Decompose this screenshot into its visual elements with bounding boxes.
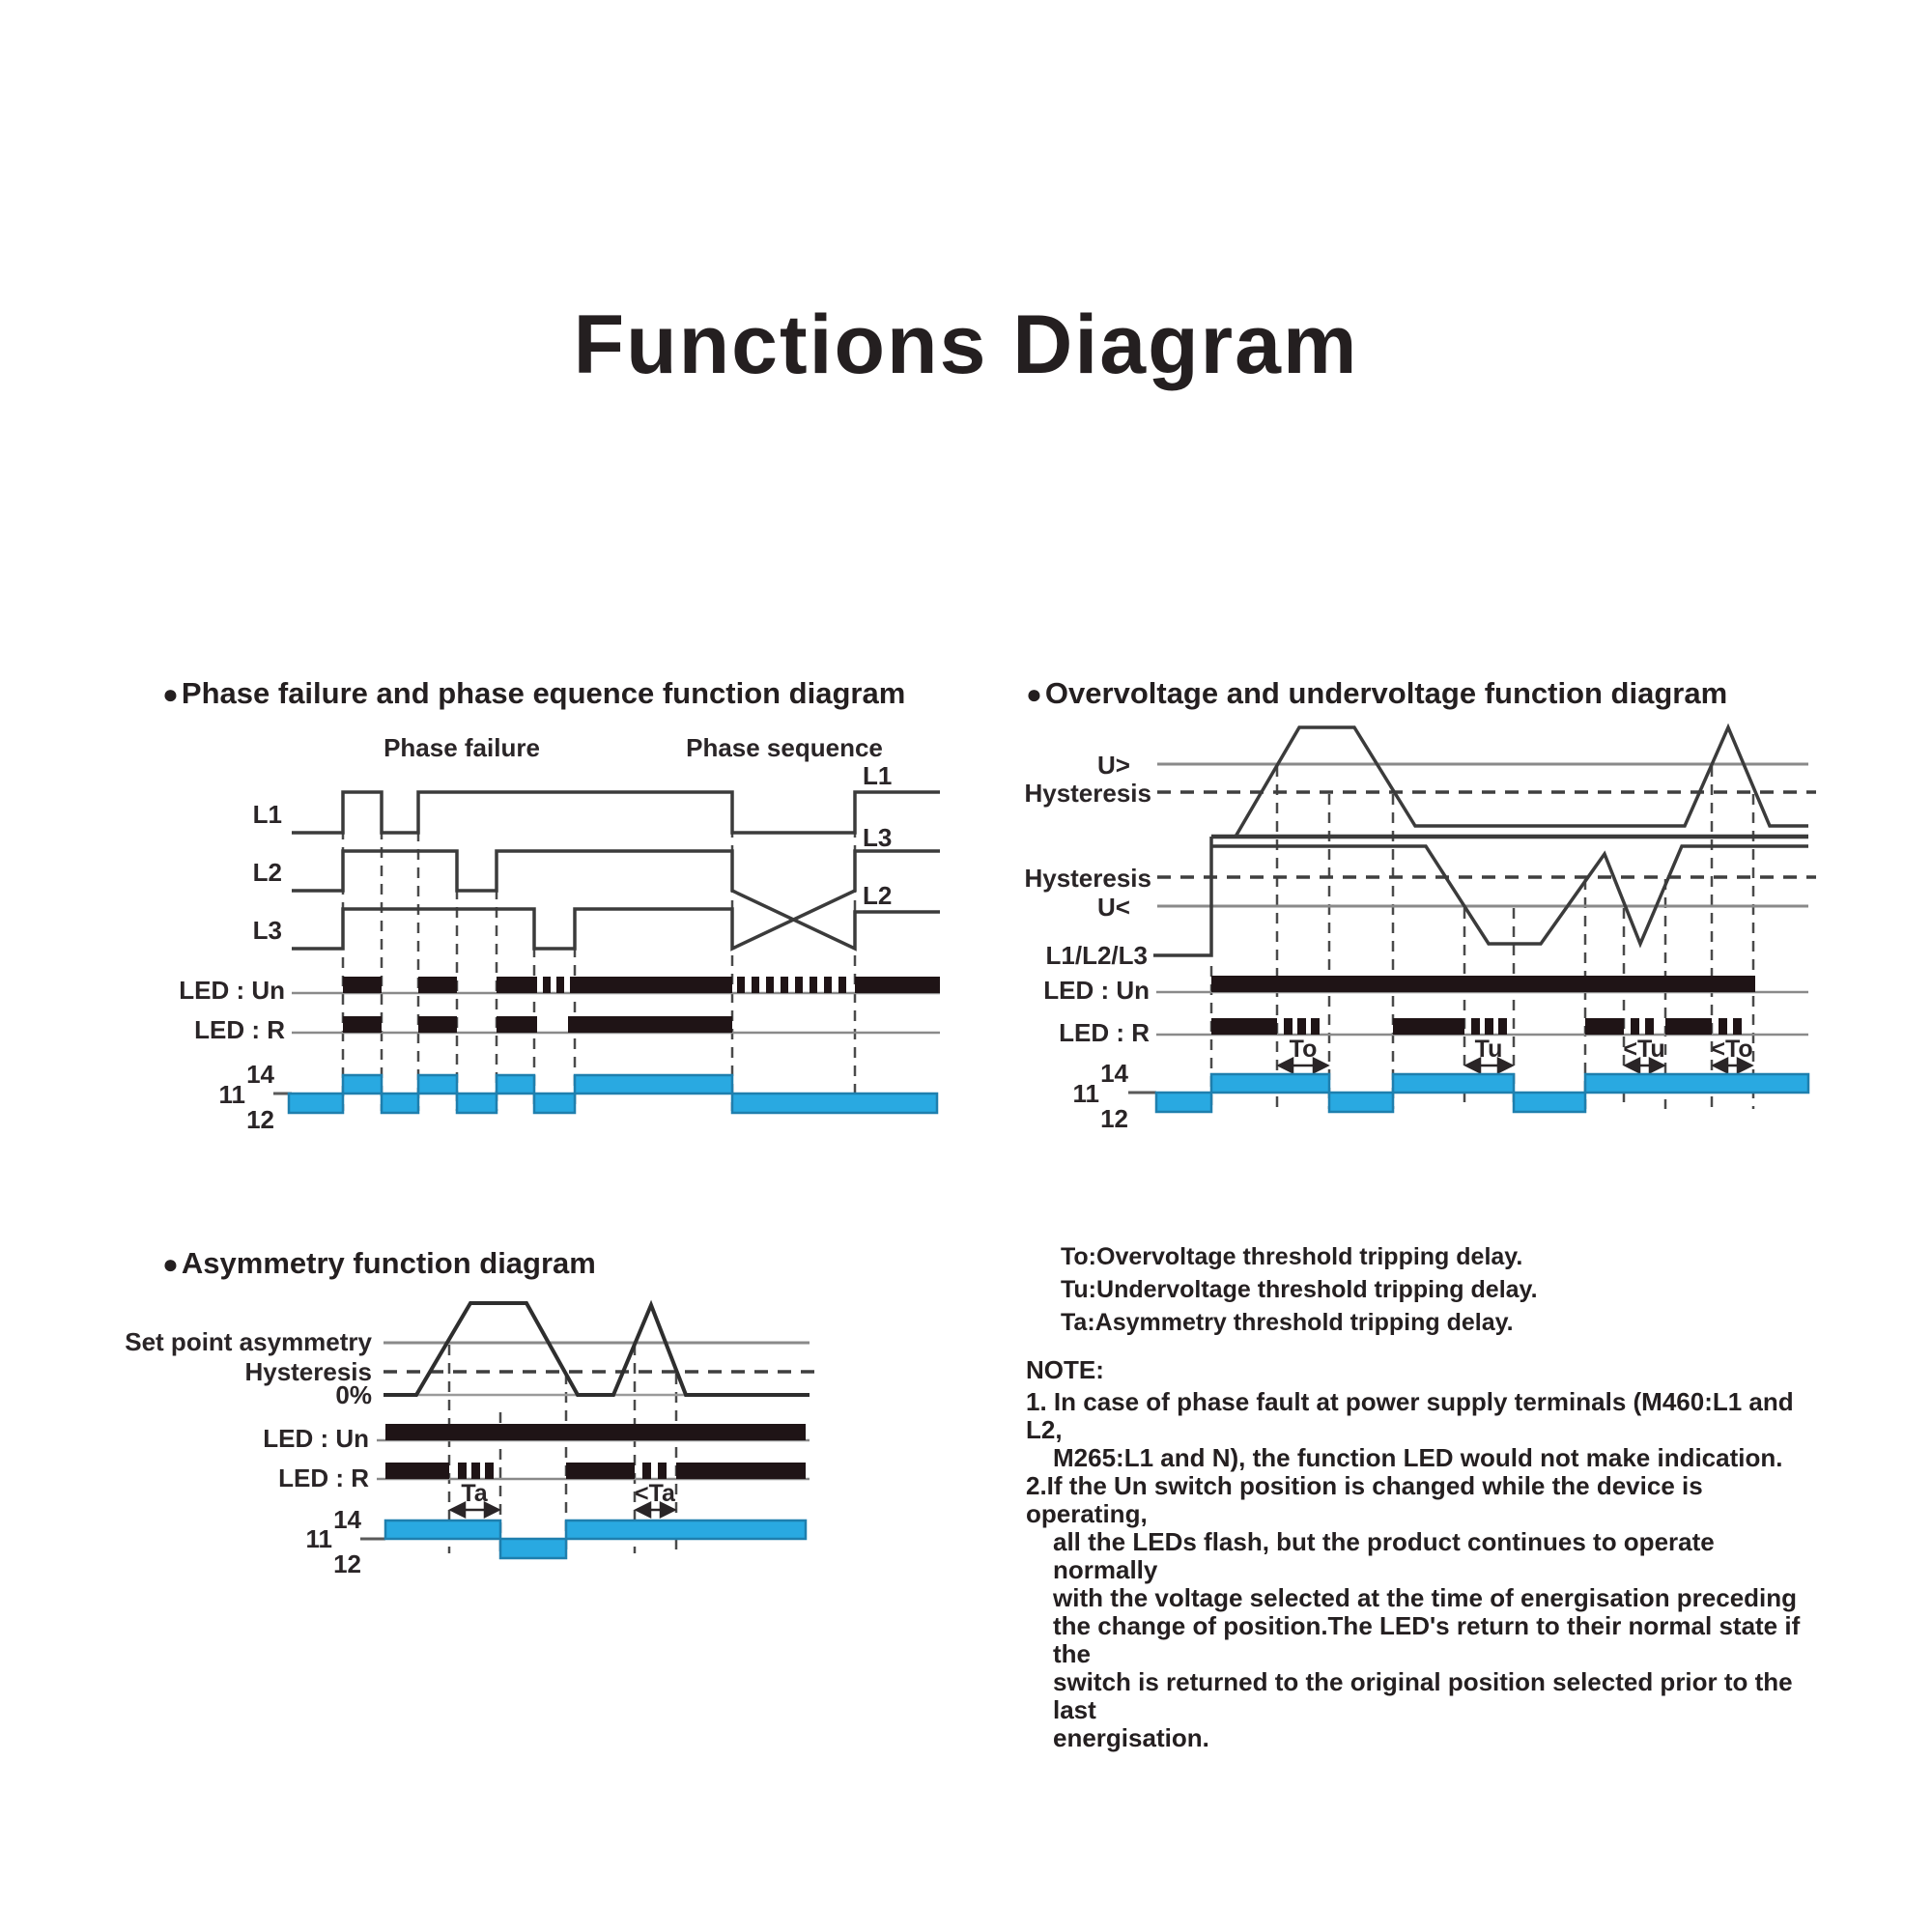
l2-waveform — [292, 851, 940, 949]
page-title: Functions Diagram — [573, 298, 1359, 391]
u-over-label: U> — [1097, 751, 1130, 780]
undervoltage-curve — [1211, 846, 1808, 944]
phase-failure-region-label: Phase failure — [384, 733, 540, 762]
note-item1-line1: 1. In case of phase fault at power supply terminals (M460:L1 and L2, — [1026, 1387, 1794, 1444]
overvoltage-curve — [1211, 727, 1808, 837]
phase-sequence-region-label: Phase sequence — [686, 733, 883, 762]
tu-delay-label: Tu — [1474, 1036, 1503, 1063]
output-14-label: 14 — [246, 1060, 274, 1089]
phase-diagram — [179, 733, 940, 1134]
delay-arrows — [1279, 1059, 1751, 1072]
l1-waveform — [292, 792, 940, 833]
output-12-label: 12 — [246, 1105, 274, 1134]
led-un-bars — [343, 977, 940, 993]
output-12-label: 12 — [1100, 1104, 1128, 1133]
ta-delay-label: Ta — [461, 1480, 488, 1507]
note-item2-line2: all the LEDs flash, but the product continues to operate normally — [1053, 1527, 1715, 1584]
sequence-l1-label: L1 — [863, 761, 893, 790]
sequence-l3-label: L3 — [863, 823, 893, 852]
l1-row-label: L1 — [252, 800, 282, 829]
voltage-diagram — [1024, 727, 1816, 1133]
u-under-label: U< — [1097, 893, 1130, 922]
phase-waveforms — [292, 792, 940, 949]
lt-tu-delay-label: <Tu — [1623, 1036, 1665, 1063]
led-un-bar — [1211, 976, 1755, 992]
bullet-icon: ● — [162, 1249, 179, 1279]
led-r-bars — [343, 1016, 732, 1033]
led-un-bar — [385, 1424, 806, 1440]
output-12-label: 12 — [333, 1549, 361, 1578]
sequence-l2-label: L2 — [863, 881, 893, 910]
phase-dashed-guides — [343, 792, 855, 1111]
led-r-row-label: LED : R — [194, 1015, 285, 1044]
phases-label: L1/L2/L3 — [1045, 941, 1148, 970]
hysteresis-label: Hysteresis — [244, 1357, 372, 1386]
l3-waveform — [292, 851, 940, 949]
heading-phase-text: Phase failure and phase equence function diagram — [181, 676, 906, 710]
note-item2-line3: with the voltage selected at the time of energisation preceding — [1053, 1583, 1798, 1612]
heading-asymmetry-text: Asymmetry function diagram — [181, 1246, 596, 1280]
lt-ta-delay-label: <Ta — [635, 1480, 675, 1507]
hysteresis-lower-label: Hysteresis — [1024, 864, 1151, 893]
legend-ta: Ta:Asymmetry threshold tripping delay. — [1061, 1309, 1514, 1336]
relay-output-waveform — [289, 1075, 937, 1113]
l3-row-label: L3 — [252, 916, 282, 945]
l2-row-label: L2 — [252, 858, 282, 887]
led-r-bars — [385, 1463, 806, 1479]
bullet-icon: ● — [1026, 679, 1042, 709]
led-r-bars — [1211, 1018, 1742, 1035]
led-un-row-label: LED : Un — [179, 976, 285, 1005]
zero-percent-label: 0% — [335, 1380, 372, 1409]
note-item2-line4: the change of position.The LED's return to their normal state if the — [1053, 1611, 1801, 1668]
led-un-row-label: LED : Un — [1043, 976, 1150, 1005]
output-14-label: 14 — [1100, 1059, 1128, 1088]
setpoint-label: Set point asymmetry — [125, 1327, 372, 1356]
led-r-row-label: LED : R — [278, 1463, 369, 1492]
output-11-label: 11 — [1072, 1079, 1099, 1108]
led-un-row-label: LED : Un — [263, 1424, 369, 1453]
output-11-label: 11 — [305, 1524, 332, 1553]
note-item1-line2: M265:L1 and N), the function LED would not make indication. — [1053, 1443, 1783, 1472]
asymmetry-diagram — [125, 1303, 814, 1578]
output-14-label: 14 — [333, 1505, 361, 1534]
legend-to: To:Overvoltage threshold tripping delay. — [1061, 1243, 1523, 1270]
note-item2-line5: switch is returned to the original position selected prior to the last — [1053, 1667, 1793, 1724]
heading-voltage-text: Overvoltage and undervoltage function diagram — [1044, 676, 1728, 710]
legend-tu: Tu:Undervoltage threshold tripping delay. — [1061, 1276, 1538, 1303]
note-heading: NOTE: — [1026, 1355, 1104, 1384]
phases-step-line — [1153, 837, 1211, 955]
lt-to-delay-label: <To — [1711, 1036, 1753, 1063]
hysteresis-upper-label: Hysteresis — [1024, 779, 1151, 808]
asymmetry-curve — [384, 1303, 810, 1395]
note-item2-line6: energisation. — [1053, 1723, 1209, 1752]
note-item2-line1: 2.If the Un switch position is changed while the device is operating, — [1026, 1471, 1703, 1528]
output-11-label: 11 — [218, 1080, 245, 1109]
bullet-icon: ● — [162, 679, 179, 709]
led-r-row-label: LED : R — [1059, 1018, 1150, 1047]
to-delay-label: To — [1289, 1036, 1318, 1063]
